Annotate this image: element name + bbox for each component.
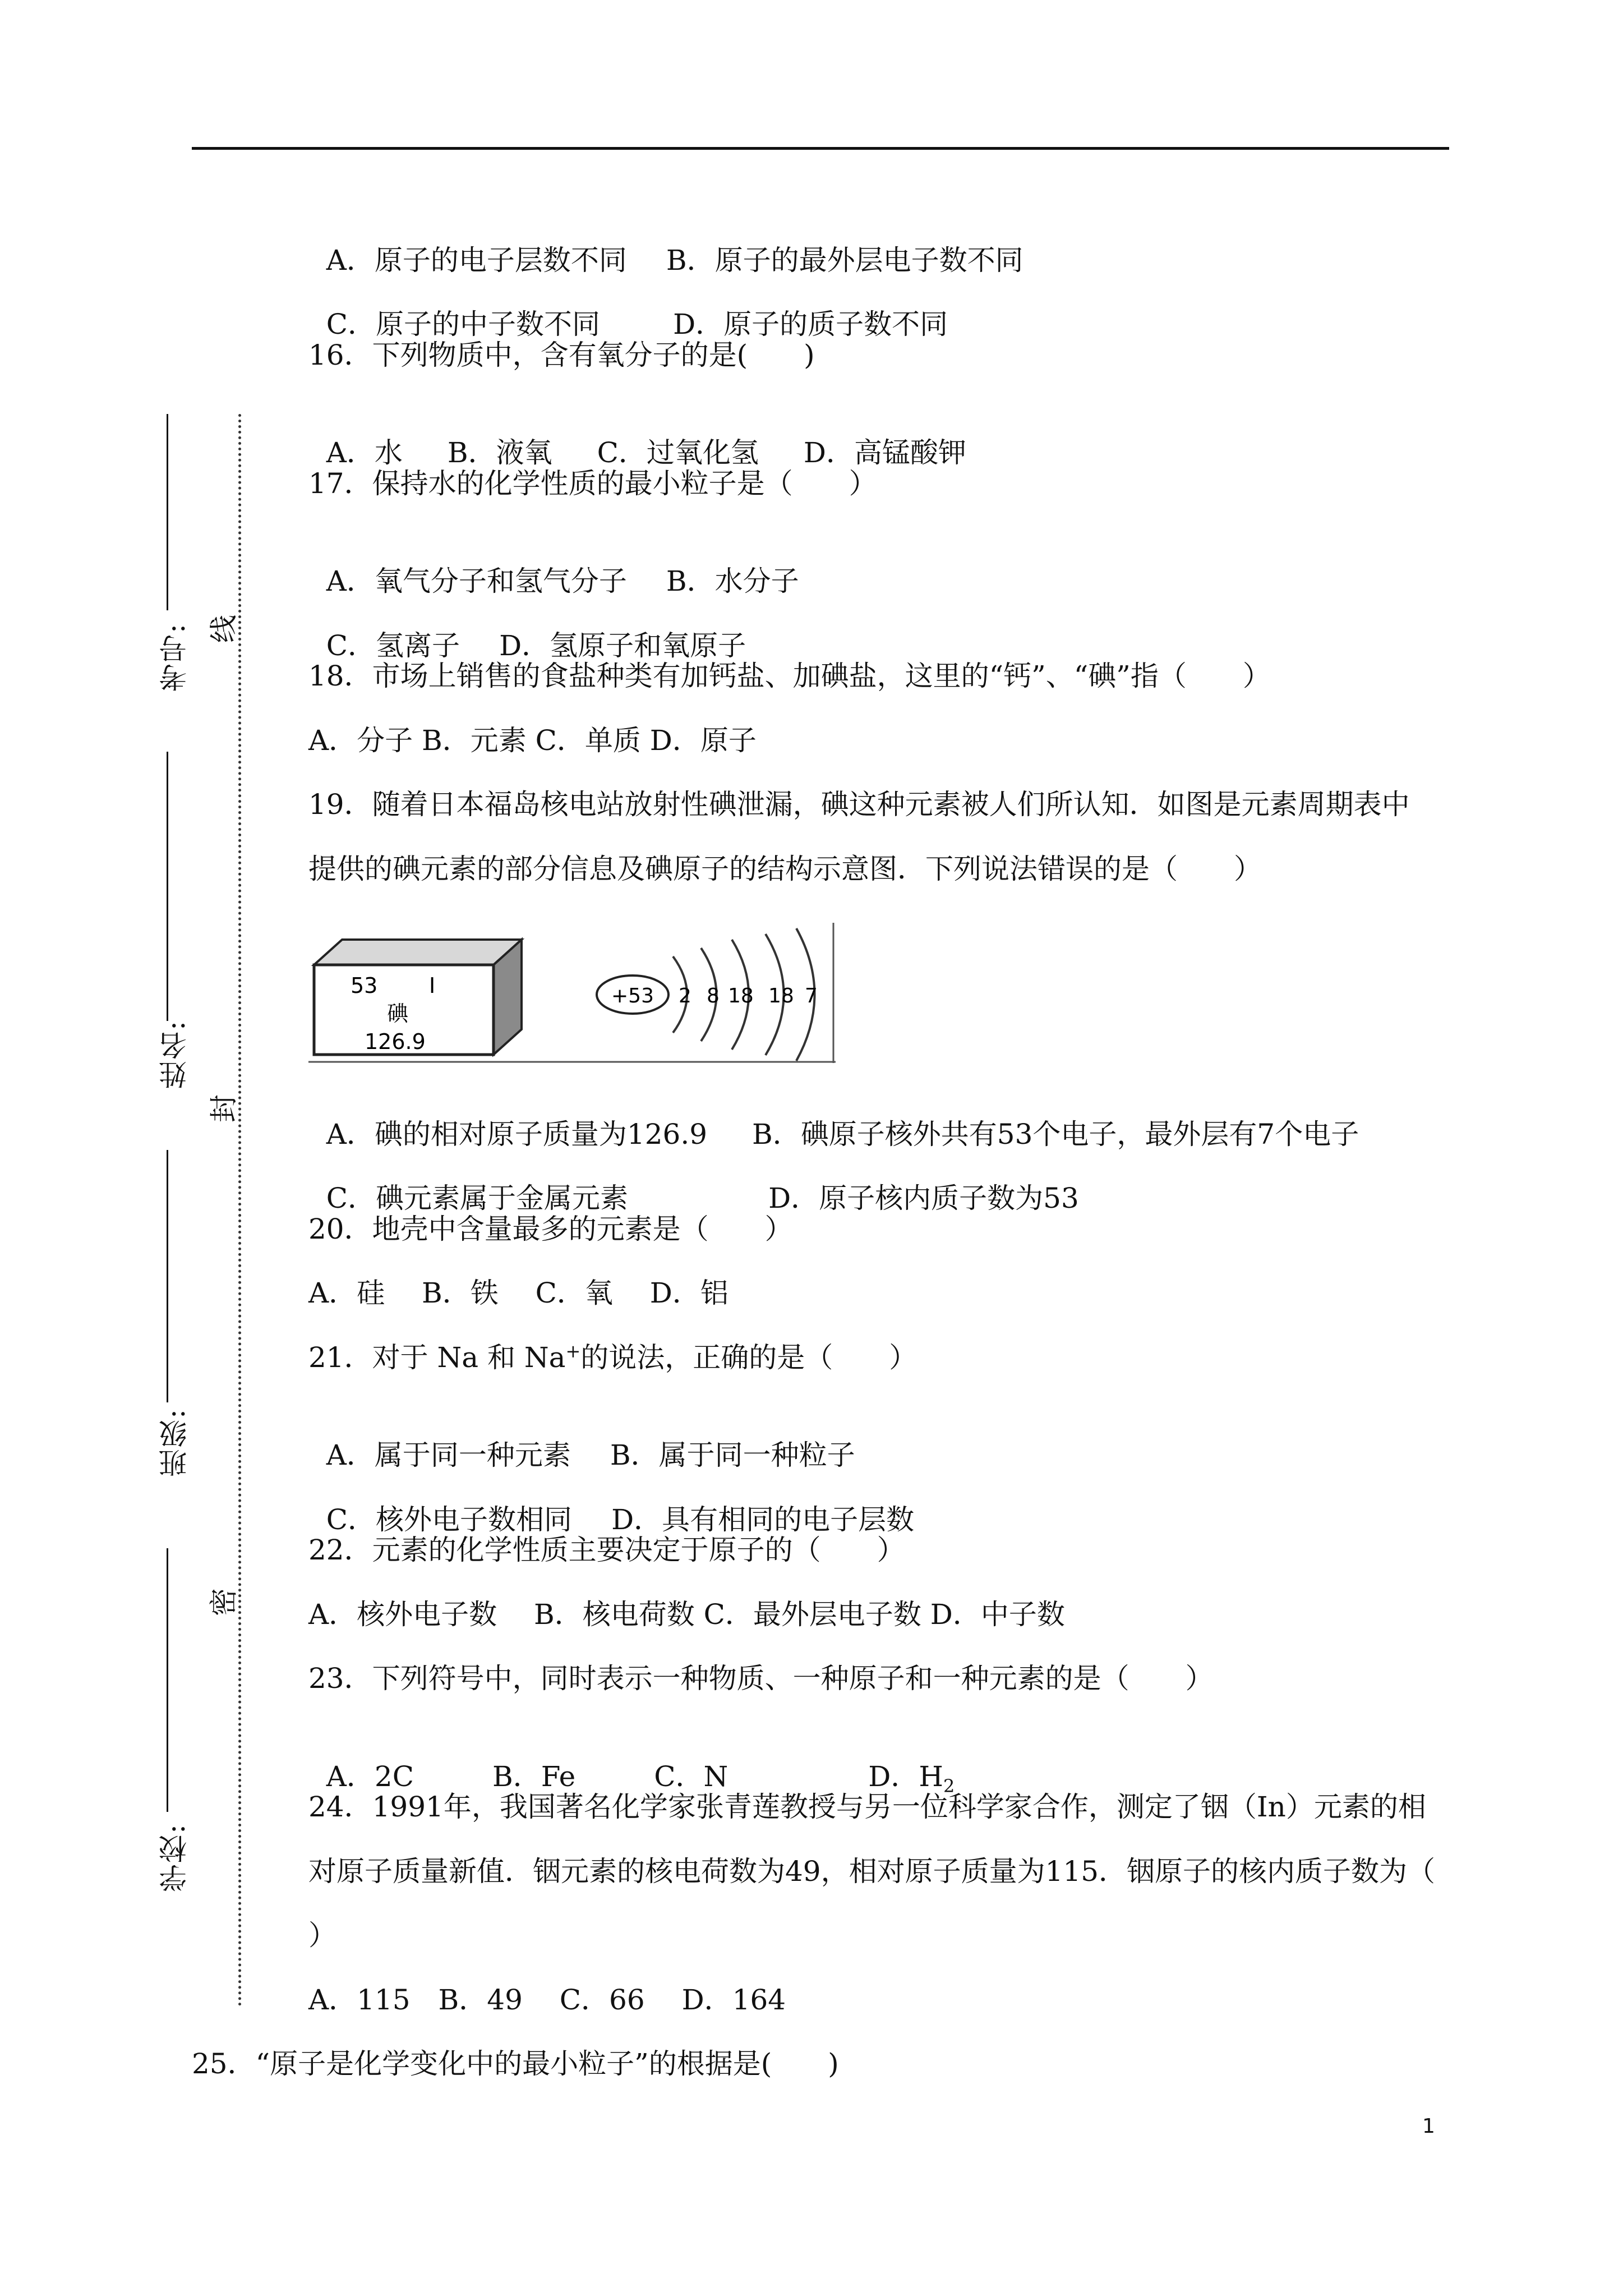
element-box-top (314, 940, 522, 965)
exam-no-label: 考号: (159, 623, 191, 692)
q16-options (308, 402, 966, 470)
q15-option-a: A．原子的电子层数不同 (326, 244, 627, 277)
q19-option-b: B．碘原子核外共有53个电子，最外层有7个电子 (752, 1118, 1359, 1151)
q23-option-a: A．2C (326, 1760, 414, 1793)
q21-options-ab (308, 1405, 855, 1472)
shell-count-5: 7 (805, 984, 818, 1007)
q17-option-a: A．氧气分子和氢气分子 (326, 565, 627, 597)
q23-stem: 23．下列符号中，同时表示一种物质、一种原子和一种元素的是（ ） (308, 1662, 1214, 1695)
q19-options-ab (308, 1084, 1359, 1151)
q16-stem: 16．下列物质中，含有氧分子的是( ) (308, 339, 815, 371)
q24-stem-line3: ） (308, 1919, 336, 1952)
q19-options-cd (308, 1148, 1079, 1215)
q21-option-b: B．属于同一种粒子 (610, 1439, 855, 1471)
class-underline (167, 1150, 168, 1402)
shell-count-1: 2 (679, 984, 691, 1007)
name-underline (167, 752, 168, 1021)
q18-options: A．分子 B．元素 C．单质 D．原子 (308, 724, 757, 757)
q21-option-d: D．具有相同的电子层数 (611, 1503, 915, 1536)
q20-stem: 20．地壳中含量最多的元素是（ ） (308, 1213, 793, 1245)
q21-stem-pre: 21．对于 Na 和 Na (308, 1341, 566, 1374)
q24-options: A．115 B．49 C．66 D．164 (308, 1984, 786, 2016)
seal-char-feng: 封 (208, 1094, 240, 1122)
q19-option-d: D．原子核内质子数为53 (768, 1182, 1079, 1214)
q23-option-d-sub: 2 (943, 1775, 955, 1797)
q19-option-a: A．碘的相对原子质量为126.9 (326, 1118, 708, 1151)
q15-option-d: D．原子的质子数不同 (673, 308, 948, 341)
q24-stem-line2: 对原子质量新值．铟元素的核电荷数为49，相对原子质量为115．铟原子的核内质子数为（ (308, 1855, 1436, 1888)
q19-stem-line1: 19．随着日本福岛核电站放射性碘泄漏，碘这种元素被人们所认知．如图是元素周期表中 (308, 788, 1410, 821)
header-rule (192, 147, 1449, 150)
q21-stem-post: 的说法，正确的是（ ） (580, 1341, 917, 1374)
q21-options-cd (308, 1469, 914, 1536)
q16-option-d: D．高锰酸钾 (803, 436, 967, 469)
nucleus-charge: +53 (611, 984, 654, 1007)
q23-option-b: B．Fe (492, 1760, 576, 1793)
q24-stem-line1: 24．1991年，我国著名化学家张青莲教授与另一位科学家合作，测定了铟（In）元素的相 (308, 1791, 1426, 1823)
q17-options-cd (308, 595, 746, 662)
class-label: 班级: (159, 1408, 191, 1477)
q23-option-c: C．N (654, 1760, 728, 1793)
q21-option-a: A．属于同一种元素 (326, 1439, 571, 1471)
q15-options-cd (308, 274, 948, 341)
exam-no-underline (167, 414, 168, 610)
page-number: 1 (1422, 2115, 1435, 2138)
q18-stem: 18．市场上销售的食盐种类有加钙盐、加碘盐，这里的“钙”、“碘”指（ ） (308, 660, 1271, 692)
q16-option-b: B．液氧 (447, 436, 552, 469)
element-mass: 126.9 (365, 1029, 426, 1054)
seal-char-mi: 密 (208, 1588, 240, 1616)
school-label: 学校: (159, 1823, 191, 1892)
q23-option-d-text: D．H (868, 1760, 943, 1793)
iodine-figure-svg (308, 923, 836, 1063)
q17-options-ab (308, 531, 799, 598)
q23-options (308, 1726, 955, 1797)
q15-options-ab (308, 210, 1023, 277)
element-symbol: I (429, 973, 436, 998)
q15-option-b: B．原子的最外层电子数不同 (666, 244, 1023, 277)
school-underline (167, 1548, 168, 1812)
iodine-figure (308, 923, 836, 1063)
q17-option-c: C．氢离子 (326, 629, 460, 662)
q25-stem: 25．“原子是化学变化中的最小粒子”的根据是( ) (192, 2047, 839, 2080)
q17-option-d: D．氢原子和氧原子 (499, 629, 746, 662)
q17-option-b: B．水分子 (666, 565, 799, 597)
name-label: 姓名: (159, 1020, 191, 1089)
shell-count-3: 18 (728, 984, 754, 1007)
q21-option-c: C．核外电子数相同 (326, 1503, 573, 1536)
shell-count-2: 8 (707, 984, 720, 1007)
q20-options: A．硅 B．铁 C．氧 D．铝 (308, 1277, 728, 1309)
q22-options: A．核外电子数 B．核电荷数 C．最外层电子数 D．中子数 (308, 1598, 1065, 1631)
q19-stem-line2: 提供的碘元素的部分信息及碘原子的结构示意图．下列说法错误的是（ ） (308, 853, 1262, 885)
q19-option-c: C．碘元素属于金属元素 (326, 1182, 629, 1214)
element-number: 53 (351, 973, 378, 998)
q15-option-c: C．原子的中子数不同 (326, 308, 601, 341)
q21-stem (308, 1341, 917, 1374)
q17-stem: 17．保持水的化学性质的最小粒子是（ ） (308, 467, 877, 500)
q23-option-d (868, 1760, 955, 1797)
q16-option-c: C．过氧化氢 (597, 436, 759, 469)
seal-char-xian: 线 (208, 615, 240, 643)
q21-charge-sup: + (565, 1340, 581, 1362)
binding-dotted-line (238, 414, 241, 2007)
q16-option-a: A．水 (326, 436, 403, 469)
q22-stem: 22．元素的化学性质主要决定于原子的（ ） (308, 1534, 905, 1566)
shell-count-4: 18 (768, 984, 794, 1007)
element-name: 碘 (387, 1001, 409, 1026)
